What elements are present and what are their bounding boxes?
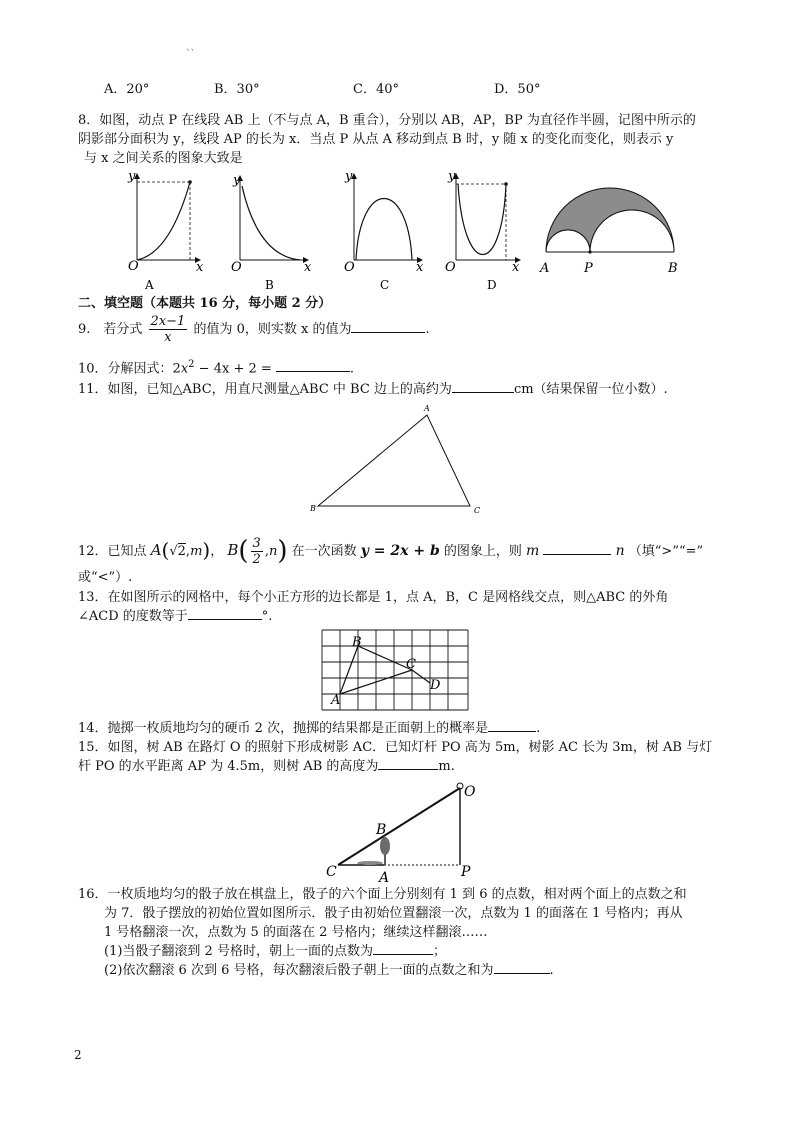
q9-fraction [149,314,188,345]
q12-n-var: n [615,543,625,559]
q7-option-d: D．50° [494,82,541,97]
q16-line3: 1 号格翻滚一次，点数为 5 的面落在 2 号格内；继续这样翻滚…… [104,925,488,940]
q14-text: 14．抛掷一枚质地均匀的硬币 2 次，抛掷的结果都是正面朝上的概率是 [78,721,489,736]
graph-c-label: C [380,278,390,292]
q12-frac-den: 2 [252,552,261,567]
q16-line1: 16．一枚质地均匀的骰子放在棋盘上，骰子的六个面上分别刻有 1 到 6 的点数，相对两个面上的点数之和 [78,887,687,902]
q14 [78,720,540,738]
graph-d [445,169,520,292]
q8-graphs [110,168,710,296]
q12-sqrt-value: 2 [177,544,186,559]
q16-sub2-text: (2)依次翻滚 6 次到 6 号格，每次翻滚后骰子朝上一面的点数之和为 [104,963,494,978]
q8-line1: 8．如图，动点 P 在线段 AB 上（不与点 A，B 重合），分别以 AB，AP，BP 为直径作半圆，记图中所示的 [78,113,696,128]
q12-m-var: m [526,543,540,559]
graph-a-x-label: x [196,260,204,275]
q13-grid [318,626,478,712]
q13-answer-blank[interactable] [188,619,262,620]
grid-label-a: A [331,693,341,708]
q10-answer-blank[interactable] [276,371,350,372]
q13-line1: 13．在如图所示的网格中，每个小正方形的边长都是 1，点 A，B，C 是网格线交点，则△ABC 的外角 [78,590,669,605]
graph-c-origin: O [344,260,355,275]
q12-line2: 或“<”）. [78,570,133,585]
q8-line2: 阴影部分面积为 y，线段 AP 的长为 x．当点 P 从点 A 移动到点 B 时，y 随 x 的变化而变化，则表示 y [78,132,674,147]
page-number: 2 [74,1048,82,1062]
triangle-label-b: B [310,504,316,513]
q16-sub2-blank[interactable] [494,973,550,974]
q16-line2: 为 7．骰子摆放的初始位置如图所示．骰子由初始位置翻滚一次，点数为 1 的面落在 1 号格内；再从 [104,906,683,921]
grid-label-c: C [406,657,416,672]
q7-option-b: B．30° [214,82,260,97]
q13-line2-suffix: °. [261,609,273,624]
q12-point-b: B [227,541,239,559]
graph-a-y-label: y [128,169,136,184]
q16-sub1-blank[interactable] [373,954,433,955]
q16-sub1 [104,943,446,961]
grid-label-d: D [430,678,441,693]
q15-answer-blank[interactable] [378,769,438,770]
graph-d-origin: O [445,260,456,275]
q16-sub1-end: ； [432,944,446,959]
q9-prefix: 9. 若分式 [78,322,143,337]
q10-end: . [349,361,355,377]
q11 [78,381,668,399]
graph-b-origin: O [231,260,242,275]
graph-d-y-label: y [448,169,456,184]
q15-label-o: O [464,784,476,800]
semicircle-label-b: B [668,261,678,276]
q13-line2-prefix: ∠ACD 的度数等于 [78,609,188,624]
q12: 12．已知点 A(√2,m)， B( $\frac{3}{2}$ ,n) 在一次函数 y = 2x + b 的图象上，则 m n （填“>”“=” [78,536,704,567]
q10-rest: − 4x + 2 = [194,361,272,377]
q16-sub2-end: . [549,963,554,978]
section2-title: 二、填空题（本题共 16 分，每小题 2 分） [78,296,332,311]
q9-suffix: 的值为 0，则实数 x 的值为 [193,322,352,337]
graph-c [344,169,424,292]
q12-frac-num: 3 [252,536,261,551]
q12-mid: 在一次函数 [291,544,357,559]
semicircle-figure [539,188,678,276]
q13-line2 [78,608,272,626]
triangle-label-c: C [474,506,481,515]
q11-answer-blank[interactable] [452,392,514,393]
q16-sub1-text: (1)当骰子翻滚到 2 号格时，朝上一面的点数为 [104,944,373,959]
q15-figure [322,776,492,888]
q11-text: 11．如图，已知△ABC，用直尺测量△ABC 中 BC 边上的高约为 [78,382,452,397]
graph-c-y-label: y [345,169,353,184]
q7-option-c: C．40° [353,82,399,97]
header-mark: 、、 [186,43,200,53]
q15-line1: 15．如图，树 AB 在路灯 O 的照射下形成树影 AC．已知灯杆 PO 高为 5m，树影 AC 长为 3m，树 AB 与灯 [78,740,713,755]
q12-answer-blank[interactable] [543,554,611,555]
q12-n: n [268,544,278,559]
q12-point-a: A [150,541,162,559]
graph-b [231,173,312,292]
q12-m: m [190,544,203,559]
q14-answer-blank[interactable] [488,731,536,732]
q16-sub2 [104,962,554,980]
graph-a-origin: O [128,259,139,274]
triangle-label-a: A [424,404,430,413]
q9-denominator: x [164,330,172,345]
q8-line3: 与 x 之间关系的图象大致是 [84,151,243,166]
q10-prefix: 10．分解因式：2 [78,361,181,377]
q12-tail: （填“>”“=” [628,544,704,559]
q10-var: x [180,361,189,377]
graph-c-x-label: x [416,260,424,275]
q15-line2-prefix: 杆 PO 的水平距离 AP 为 4.5m，则树 AB 的高度为 [78,759,379,774]
q11-triangle [300,400,500,520]
graph-d-x-label: x [512,260,520,275]
q15-label-b: B [376,822,387,838]
graph-b-x-label: x [304,260,312,275]
grid-label-b: B [352,635,362,650]
q10 [78,356,354,378]
graph-b-y-label: y [233,173,241,188]
q7-option-a: A．20° [104,82,150,97]
q12-prefix: 12．已知点 [78,544,147,559]
graph-a [127,169,204,292]
q9-end: . [425,322,430,337]
q9-numerator: 2x−1 [150,314,186,329]
q9-answer-blank[interactable] [351,332,425,333]
q15-label-p: P [461,864,471,880]
q15-label-c: C [326,864,337,880]
q15-line2-suffix: m. [438,759,455,774]
q10-exp: 2 [188,359,195,370]
q15-line2 [78,758,455,776]
semicircle-label-p: P [584,261,593,276]
graph-d-label: D [487,278,497,292]
q14-end: . [536,721,541,736]
q11-suffix: cm（结果保留一位小数）. [513,382,668,397]
graph-a-label: A [145,278,154,292]
q12-equation: y = 2x + b [360,543,440,559]
q9 [78,314,430,345]
semicircle-label-a: A [540,261,550,276]
q15-label-a: A [379,870,390,886]
q12-post: 的图象上，则 [443,544,522,559]
graph-b-label: B [265,278,274,292]
